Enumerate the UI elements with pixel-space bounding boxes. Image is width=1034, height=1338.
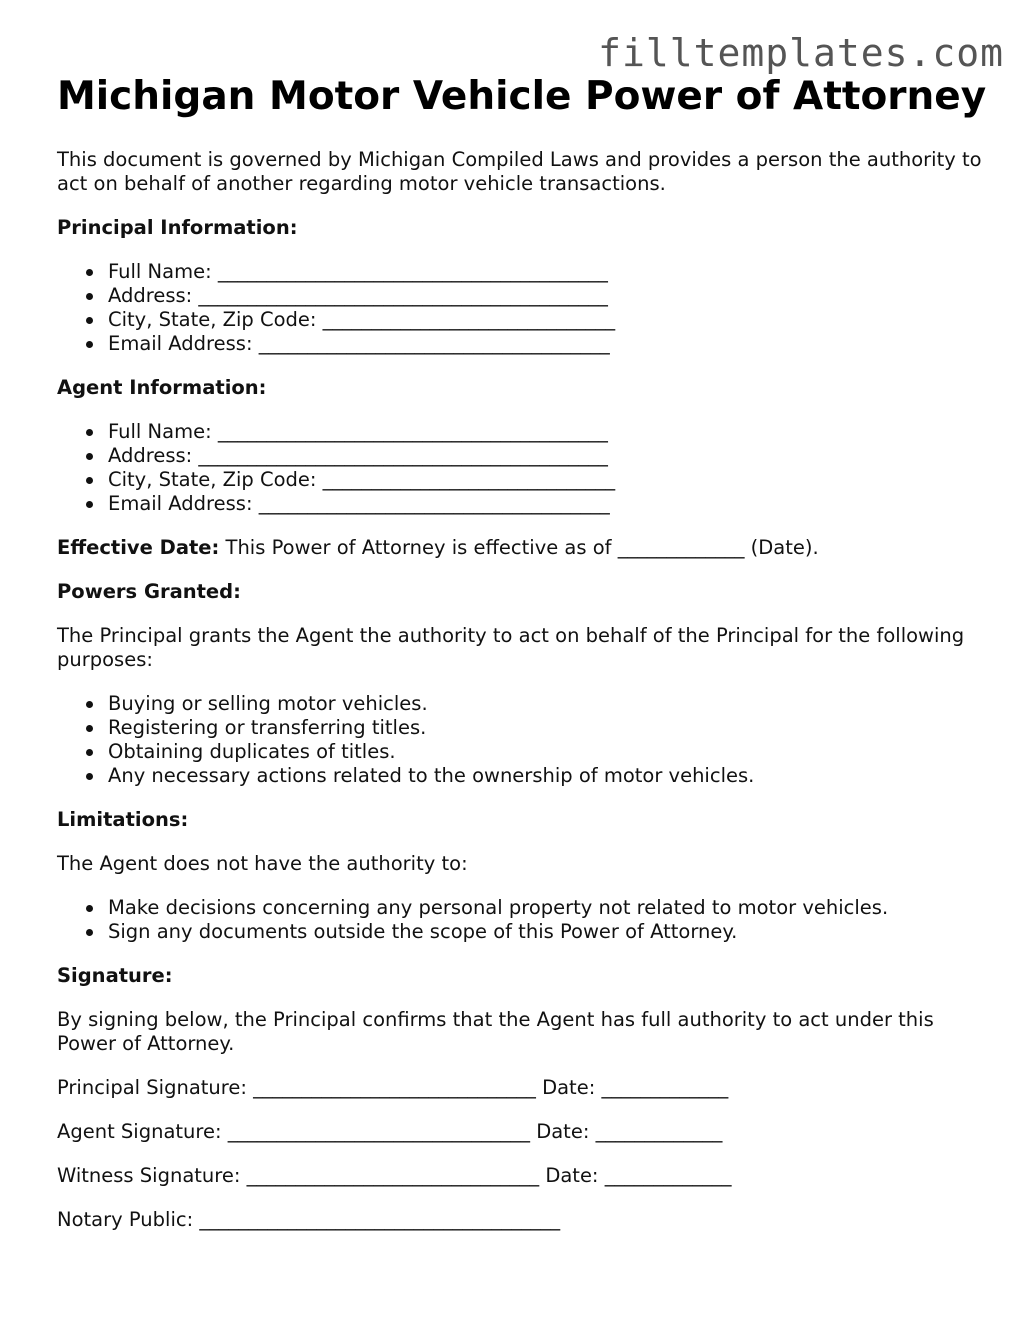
agent-city-state-zip-field: City, State, Zip Code: ______________________________ bbox=[108, 468, 987, 492]
powers-heading: Powers Granted: bbox=[57, 580, 241, 603]
principal-full-name-field: Full Name: ________________________________________ bbox=[108, 260, 987, 284]
list-item: Sign any documents outside the scope of this Power of Attorney. bbox=[108, 920, 987, 944]
principal-signature-line: Principal Signature: _____________________________ Date: _____________ bbox=[57, 1076, 729, 1099]
effective-date-text: This Power of Attorney is effective as of _____________ (Date). bbox=[219, 536, 819, 559]
principal-fields-list bbox=[57, 260, 987, 356]
agent-fields-list bbox=[57, 420, 987, 516]
notary-public-line: Notary Public: _____________________________________ bbox=[57, 1208, 561, 1231]
effective-date-label: Effective Date: bbox=[57, 536, 220, 559]
document-page bbox=[57, 72, 987, 1252]
list-item: Obtaining duplicates of titles. bbox=[108, 740, 987, 764]
principal-email-field: Email Address: ____________________________________ bbox=[108, 332, 987, 356]
powers-intro: The Principal grants the Agent the authority to act on behalf of the Principal for the following purposes: bbox=[57, 624, 965, 671]
agent-email-field: Email Address: ____________________________________ bbox=[108, 492, 987, 516]
principal-address-field: Address: __________________________________________ bbox=[108, 284, 987, 308]
document-title: Michigan Motor Vehicle Power of Attorney bbox=[57, 74, 987, 119]
principal-city-state-zip-field: City, State, Zip Code: ______________________________ bbox=[108, 308, 987, 332]
signature-intro: By signing below, the Principal confirms that the Agent has full authority to act under this Power of Attorney. bbox=[57, 1008, 934, 1055]
list-item: Any necessary actions related to the ownership of motor vehicles. bbox=[108, 764, 987, 788]
effective-date-paragraph bbox=[57, 536, 987, 560]
limitations-heading: Limitations: bbox=[57, 808, 189, 831]
watermark: filltemplates.com bbox=[598, 31, 1004, 75]
agent-address-field: Address: __________________________________________ bbox=[108, 444, 987, 468]
list-item: Buying or selling motor vehicles. bbox=[108, 692, 987, 716]
signature-heading: Signature: bbox=[57, 964, 173, 987]
agent-signature-line: Agent Signature: _______________________________ Date: _____________ bbox=[57, 1120, 723, 1143]
principal-heading: Principal Information: bbox=[57, 216, 298, 239]
limitations-intro: The Agent does not have the authority to: bbox=[57, 852, 468, 875]
limitations-list bbox=[57, 896, 987, 944]
agent-full-name-field: Full Name: ________________________________________ bbox=[108, 420, 987, 444]
agent-heading: Agent Information: bbox=[57, 376, 267, 399]
witness-signature-line: Witness Signature: ______________________________ Date: _____________ bbox=[57, 1164, 732, 1187]
powers-list bbox=[57, 692, 987, 788]
intro-paragraph: This document is governed by Michigan Compiled Laws and provides a person the authority to act on behalf of another regarding motor vehicle transactions. bbox=[57, 148, 982, 195]
list-item: Registering or transferring titles. bbox=[108, 716, 987, 740]
list-item: Make decisions concerning any personal property not related to motor vehicles. bbox=[108, 896, 987, 920]
